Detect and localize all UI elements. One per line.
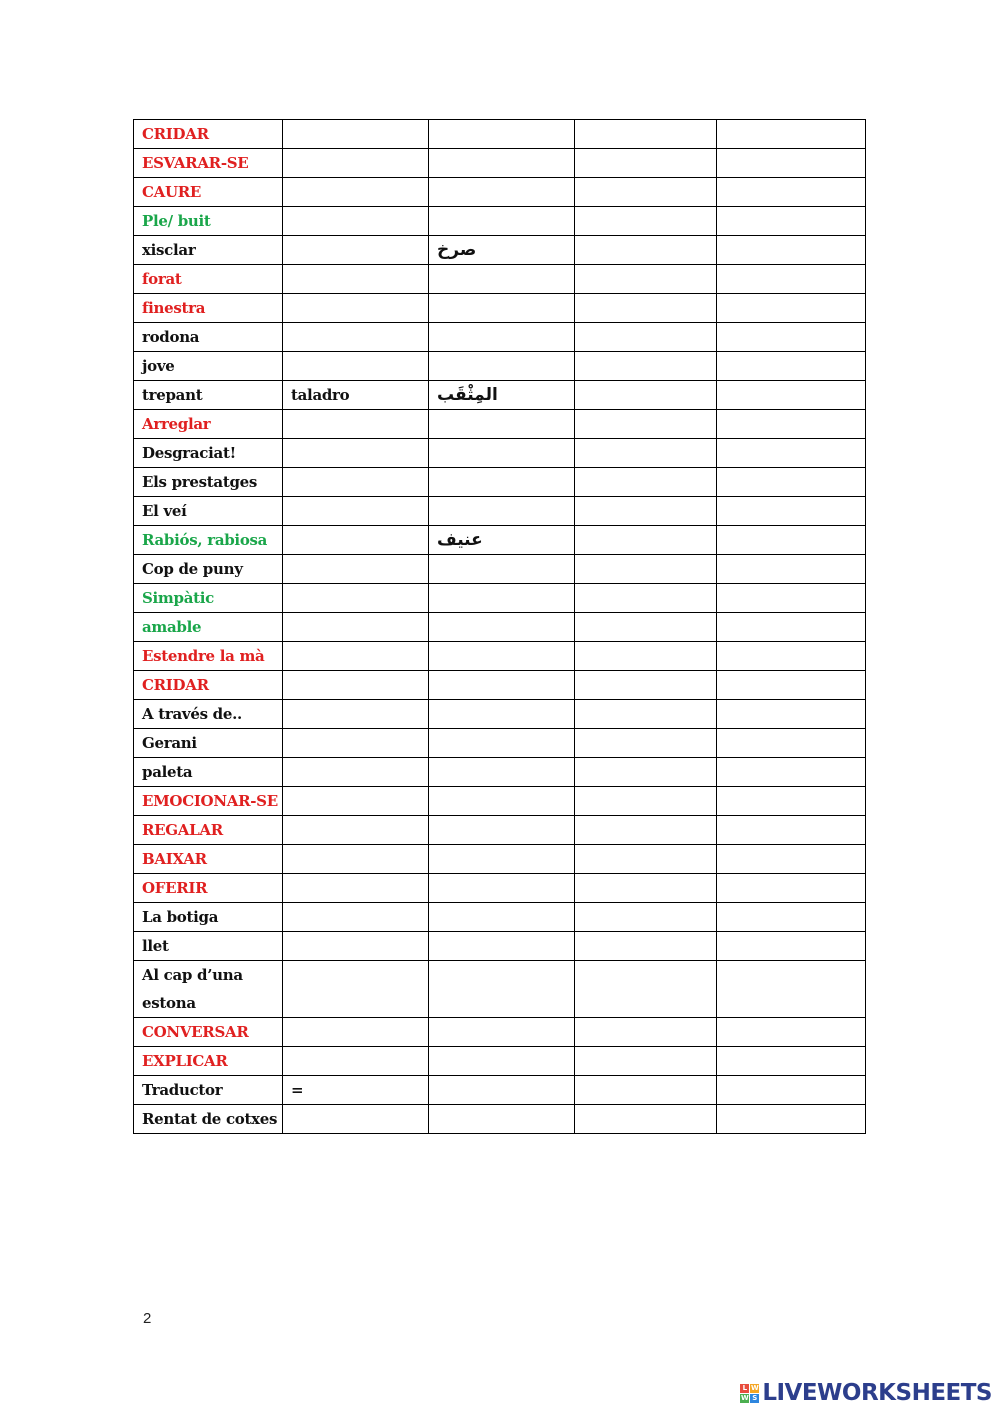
answer-cell[interactable] [283,294,429,323]
vocabulary-table [133,119,866,1134]
answer-cell[interactable] [575,352,717,381]
catalan-word-cell: Simpàtic [134,584,283,613]
answer-cell[interactable] [575,555,717,584]
table-row [134,700,866,729]
answer-cell[interactable] [717,845,866,874]
answer-cell[interactable] [717,294,866,323]
answer-cell[interactable] [717,236,866,265]
answer-cell[interactable] [575,1105,717,1134]
table-row [134,120,866,149]
table-row [134,961,866,1018]
catalan-word-cell: Desgraciat! [134,439,283,468]
answer-cell[interactable]: المِثْقَب [429,381,575,410]
catalan-word-cell: Ple/ buit [134,207,283,236]
answer-cell[interactable] [717,584,866,613]
answer-cell[interactable] [429,1047,575,1076]
answer-cell[interactable] [429,497,575,526]
answer-cell[interactable] [283,816,429,845]
answer-cell[interactable] [717,642,866,671]
answer-cell[interactable] [717,207,866,236]
answer-cell[interactable] [283,758,429,787]
table-row [134,1047,866,1076]
answer-cell[interactable] [575,671,717,700]
catalan-word-cell: ESVARAR-SE [134,149,283,178]
answer-cell[interactable] [283,874,429,903]
answer-cell[interactable] [429,613,575,642]
table-row [134,642,866,671]
answer-cell[interactable] [283,671,429,700]
answer-cell[interactable] [575,729,717,758]
vocabulary-table-body [134,120,866,1134]
answer-cell[interactable] [717,265,866,294]
table-row [134,584,866,613]
catalan-word-cell: Estendre la mà [134,642,283,671]
answer-cell[interactable] [717,613,866,642]
table-row [134,468,866,497]
answer-cell[interactable] [717,729,866,758]
answer-cell[interactable] [575,874,717,903]
answer-cell[interactable] [575,149,717,178]
table-row [134,207,866,236]
answer-cell[interactable] [429,352,575,381]
answer-cell[interactable] [283,120,429,149]
answer-cell[interactable] [717,323,866,352]
answer-cell[interactable] [429,758,575,787]
answer-cell[interactable] [575,236,717,265]
answer-cell[interactable] [429,903,575,932]
answer-cell[interactable] [717,555,866,584]
answer-cell[interactable] [283,613,429,642]
table-row [134,555,866,584]
answer-cell[interactable] [575,323,717,352]
answer-cell[interactable]: taladro [283,381,429,410]
answer-cell[interactable] [717,352,866,381]
catalan-word-cell: A través de.. [134,700,283,729]
answer-cell[interactable] [575,265,717,294]
answer-cell[interactable] [283,236,429,265]
table-row [134,932,866,961]
catalan-word-cell: amable [134,613,283,642]
brand-mark-letter: W [740,1394,749,1402]
table-row [134,758,866,787]
catalan-word-cell: EXPLICAR [134,1047,283,1076]
answer-cell[interactable] [717,758,866,787]
answer-cell[interactable] [575,526,717,555]
answer-cell[interactable] [283,1018,429,1047]
catalan-word-cell: llet [134,932,283,961]
catalan-word-cell: CRIDAR [134,120,283,149]
table-row [134,352,866,381]
answer-cell[interactable] [717,961,866,1018]
table-row [134,671,866,700]
answer-cell[interactable] [717,439,866,468]
answer-cell[interactable] [717,526,866,555]
answer-cell[interactable] [717,671,866,700]
answer-cell[interactable]: = [283,1076,429,1105]
answer-cell[interactable] [575,787,717,816]
answer-cell[interactable] [429,816,575,845]
answer-cell[interactable] [283,323,429,352]
answer-cell[interactable] [283,555,429,584]
table-row [134,845,866,874]
answer-cell[interactable] [429,700,575,729]
answer-cell[interactable] [717,874,866,903]
answer-cell[interactable] [717,497,866,526]
catalan-word-cell: Arreglar [134,410,283,439]
answer-cell[interactable] [717,1047,866,1076]
catalan-word-cell: forat [134,265,283,294]
catalan-word-cell: El veí [134,497,283,526]
table-row [134,381,866,410]
answer-cell[interactable] [717,1105,866,1134]
table-row [134,294,866,323]
answer-cell[interactable] [429,1105,575,1134]
catalan-word-cell: La botiga [134,903,283,932]
catalan-word-cell: Cop de puny [134,555,283,584]
answer-cell[interactable] [575,439,717,468]
catalan-word-cell: Gerani [134,729,283,758]
table-row [134,526,866,555]
table-row [134,903,866,932]
answer-cell[interactable] [575,120,717,149]
answer-cell[interactable] [429,642,575,671]
answer-cell[interactable] [429,149,575,178]
answer-cell[interactable] [429,874,575,903]
answer-cell[interactable] [429,294,575,323]
answer-cell[interactable] [717,120,866,149]
table-row [134,874,866,903]
table-row [134,149,866,178]
answer-cell[interactable] [575,468,717,497]
brand-text: LIVEWORKSHEETS [762,1380,992,1406]
catalan-word-cell: Rabiós, rabiosa [134,526,283,555]
catalan-word-cell: rodona [134,323,283,352]
answer-cell[interactable] [283,903,429,932]
table-row [134,729,866,758]
answer-cell[interactable] [429,323,575,352]
answer-cell[interactable] [575,178,717,207]
catalan-word-cell: paleta [134,758,283,787]
answer-cell[interactable] [429,845,575,874]
catalan-word-cell: Rentat de cotxes [134,1105,283,1134]
answer-cell[interactable]: عنيف [429,526,575,555]
brand-mark-letter: W [750,1384,759,1392]
answer-cell[interactable] [717,410,866,439]
answer-cell[interactable] [429,120,575,149]
catalan-word-cell: CONVERSAR [134,1018,283,1047]
answer-cell[interactable] [283,932,429,961]
answer-cell[interactable] [717,1018,866,1047]
answer-cell[interactable] [283,642,429,671]
liveworksheets-logo [740,1378,992,1408]
answer-cell[interactable] [575,613,717,642]
answer-cell[interactable] [717,178,866,207]
catalan-word-cell: OFERIR [134,874,283,903]
answer-cell[interactable] [429,410,575,439]
answer-cell[interactable] [717,381,866,410]
answer-cell[interactable] [717,1076,866,1105]
answer-cell[interactable] [429,729,575,758]
page-number: 2 [143,1310,152,1327]
answer-cell[interactable] [717,700,866,729]
catalan-word-cell: xisclar [134,236,283,265]
answer-cell[interactable] [429,207,575,236]
answer-cell[interactable] [429,584,575,613]
table-row [134,787,866,816]
brand-mark-letter: S [752,1394,758,1402]
table-row [134,497,866,526]
answer-cell[interactable] [575,816,717,845]
answer-cell[interactable] [717,149,866,178]
answer-cell[interactable]: صرخ [429,236,575,265]
answer-cell[interactable] [283,352,429,381]
answer-cell[interactable] [429,178,575,207]
catalan-word-cell: Al cap d’una estona [134,961,283,1018]
table-row [134,323,866,352]
catalan-word-cell: REGALAR [134,816,283,845]
answer-cell[interactable] [283,1105,429,1134]
answer-cell[interactable] [283,265,429,294]
table-row [134,1018,866,1047]
catalan-word-cell: trepant [134,381,283,410]
table-row [134,410,866,439]
answer-cell[interactable] [429,961,575,1018]
answer-cell[interactable] [283,729,429,758]
answer-cell[interactable] [283,149,429,178]
answer-cell[interactable] [429,1018,575,1047]
answer-cell[interactable] [429,932,575,961]
answer-cell[interactable] [575,1076,717,1105]
answer-cell[interactable] [283,468,429,497]
answer-cell[interactable] [575,381,717,410]
answer-cell[interactable] [717,903,866,932]
answer-cell[interactable] [717,816,866,845]
answer-cell[interactable] [429,1076,575,1105]
answer-cell[interactable] [283,584,429,613]
catalan-word-cell: CAURE [134,178,283,207]
table-row [134,816,866,845]
answer-cell[interactable] [575,584,717,613]
answer-cell[interactable] [717,932,866,961]
catalan-word-cell: CRIDAR [134,671,283,700]
catalan-word-cell: Traductor [134,1076,283,1105]
answer-cell[interactable] [283,700,429,729]
answer-cell[interactable] [283,787,429,816]
answer-cell[interactable] [575,294,717,323]
table-row [134,265,866,294]
answer-cell[interactable] [283,1047,429,1076]
answer-cell[interactable] [575,497,717,526]
catalan-word-cell: BAIXAR [134,845,283,874]
table-row [134,1076,866,1105]
answer-cell[interactable] [283,439,429,468]
answer-cell[interactable] [575,700,717,729]
table-row [134,439,866,468]
answer-cell[interactable] [429,671,575,700]
answer-cell[interactable] [283,526,429,555]
catalan-word-cell: Els prestatges [134,468,283,497]
answer-cell[interactable] [717,468,866,497]
answer-cell[interactable] [717,787,866,816]
answer-cell[interactable] [283,410,429,439]
answer-cell[interactable] [575,932,717,961]
table-row [134,613,866,642]
answer-cell[interactable] [575,1047,717,1076]
table-row [134,178,866,207]
answer-cell[interactable] [575,758,717,787]
catalan-word-cell: EMOCIONAR-SE [134,787,283,816]
answer-cell[interactable] [429,468,575,497]
answer-cell[interactable] [575,207,717,236]
answer-cell[interactable] [575,845,717,874]
catalan-word-cell: jove [134,352,283,381]
answer-cell[interactable] [429,787,575,816]
brand-mark-letter: L [740,1384,749,1393]
answer-cell[interactable] [429,439,575,468]
answer-cell[interactable] [283,178,429,207]
answer-cell[interactable] [283,207,429,236]
table-row [134,236,866,265]
answer-cell[interactable] [429,265,575,294]
table-row [134,1105,866,1134]
answer-cell[interactable] [283,845,429,874]
answer-cell[interactable] [575,903,717,932]
answer-cell[interactable] [575,642,717,671]
answer-cell[interactable] [575,961,717,1018]
answer-cell[interactable] [429,555,575,584]
answer-cell[interactable] [283,961,429,1018]
catalan-word-cell: finestra [134,294,283,323]
liveworksheets-mark-icon [740,1384,759,1403]
answer-cell[interactable] [575,410,717,439]
answer-cell[interactable] [575,1018,717,1047]
answer-cell[interactable] [283,497,429,526]
